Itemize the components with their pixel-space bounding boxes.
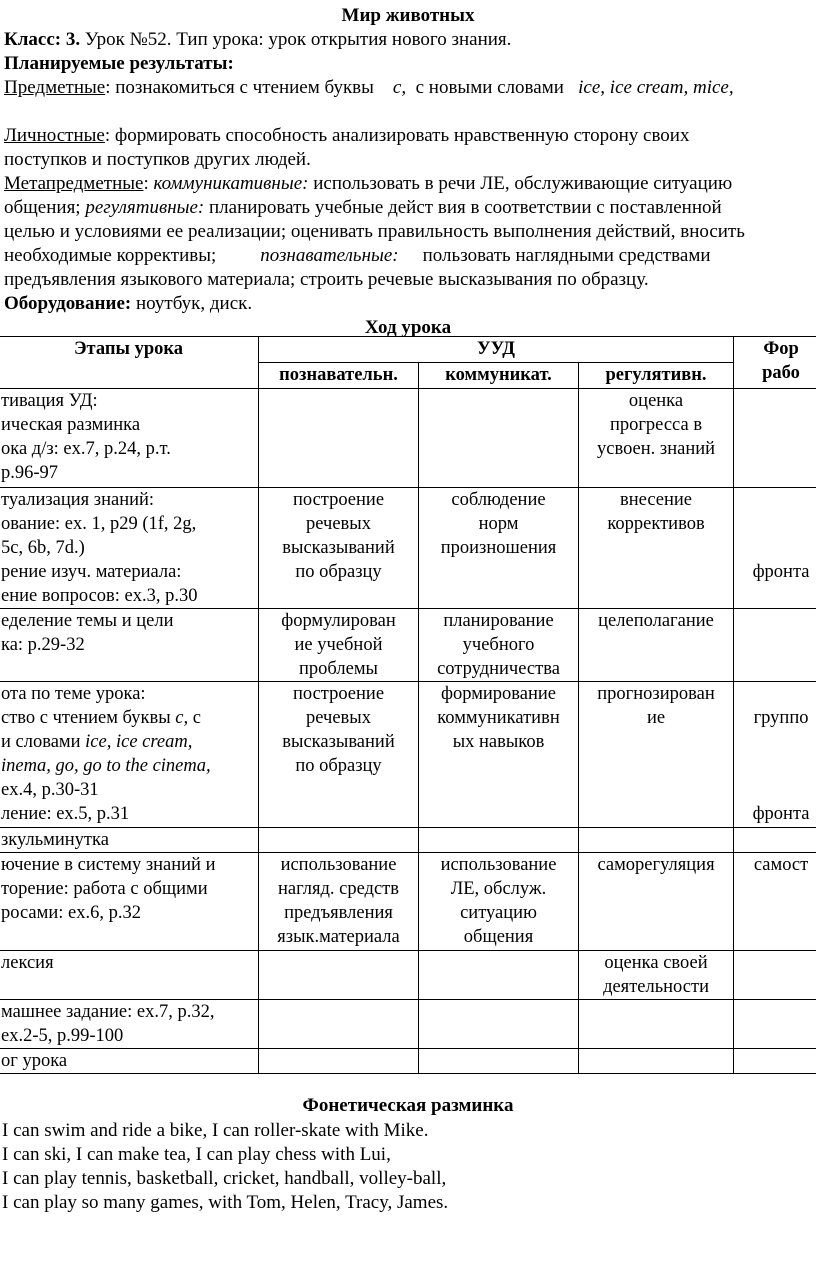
- form-cell: [734, 1049, 816, 1074]
- regulatory-cell: саморегуляция: [579, 853, 734, 951]
- cognitive-cell: построение речевых высказываний по образцу: [259, 488, 419, 609]
- regulatory-cell: [579, 828, 734, 853]
- stage-cell: тивация УД: ическая разминка ока д/з: ex.7, p.24, р.т. p.96-97: [0, 389, 259, 488]
- lesson-table: [0, 336, 816, 1074]
- planned-results-heading: Планируемые результаты:: [4, 53, 234, 74]
- regulatory-cell: внесение коррективов: [579, 488, 734, 609]
- communicative-cell: соблюдение норм произношения: [419, 488, 579, 609]
- meta-results-line2: общения; регулятивные: планировать учебные дейст вия в соответствии с поставленной: [4, 197, 722, 218]
- subject-results: Предметные: познакомиться с чтением буквы c, с новыми словами ice, ice cream, mice,: [4, 77, 734, 98]
- communicative-cell: [419, 1049, 579, 1074]
- form-cell: самост: [734, 853, 816, 951]
- stage-cell: ючение в систему знаний и торение: работа с общими росами: ex.6, p.32: [0, 853, 259, 951]
- table-row: [0, 828, 816, 853]
- header-stages: Этапы урока: [0, 337, 259, 389]
- regulatory-cell: целеполагание: [579, 609, 734, 682]
- course-title: Ход урока: [364, 317, 452, 338]
- poem-line: I can play tennis, basketball, cricket, handball, volley-ball,: [2, 1168, 447, 1189]
- form-cell: [734, 389, 816, 488]
- header-uud: УУД: [259, 337, 734, 363]
- meta-results-line5: предъявления языкового материала; строить речевые высказывания по образцу.: [4, 269, 649, 290]
- cognitive-cell: использование нагляд. средств предъявления язык.материала: [259, 853, 419, 951]
- header-regulatory: регулятивн.: [579, 363, 734, 389]
- table-row: [0, 389, 816, 488]
- stage-cell: ота по теме урока: ство с чтением буквы c, с и словами ice, ice cream, inema, go, go to the cinema, ex.4, p.30-31 ление: ex.5, p.31: [0, 682, 259, 828]
- communicative-cell: [419, 951, 579, 1000]
- regulatory-cell: [579, 1000, 734, 1049]
- table-row: [0, 1049, 816, 1074]
- communicative-cell: формирование коммуникативн ых навыков: [419, 682, 579, 828]
- cognitive-cell: [259, 389, 419, 488]
- form-cell: [734, 609, 816, 682]
- regulatory-cell: оценка прогресса в усвоен. знаний: [579, 389, 734, 488]
- stage-cell: лексия: [0, 951, 259, 1000]
- table-row: [0, 488, 816, 609]
- poem-line: I can swim and ride a bike, I can roller-skate with Mike.: [2, 1120, 429, 1141]
- table-row: [0, 853, 816, 951]
- form-cell: группо фронта: [734, 682, 816, 828]
- cognitive-cell: [259, 1049, 419, 1074]
- cognitive-cell: [259, 1000, 419, 1049]
- stage-cell: машнее задание: ex.7, p.32, ex.2-5, p.99-100: [0, 1000, 259, 1049]
- cognitive-cell: формулирован ие учебной проблемы: [259, 609, 419, 682]
- meta-results-line4: необходимые коррективы; познавательные: пользовать наглядными средствами: [4, 245, 711, 266]
- cognitive-cell: построение речевых высказываний по образцу: [259, 682, 419, 828]
- communicative-cell: [419, 1000, 579, 1049]
- regulatory-cell: оценка своей деятельности: [579, 951, 734, 1000]
- form-cell: фронта: [734, 488, 816, 609]
- stage-cell: ог урока: [0, 1049, 259, 1074]
- form-cell: [734, 1000, 816, 1049]
- poem-line: I can play so many games, with Tom, Helen, Tracy, James.: [2, 1192, 449, 1213]
- communicative-cell: [419, 389, 579, 488]
- personal-results-cont: поступков и поступков других людей.: [4, 149, 311, 170]
- table-row: [0, 951, 816, 1000]
- stage-cell: туализация знаний: ование: ex. 1, p29 (1f, 2g, 5c, 6b, 7d.) рение изуч. материала: ение вопросов: ex.3, p.30: [0, 488, 259, 609]
- meta-results: Метапредметные: коммуникативные: использовать в речи ЛЕ, обслуживающие ситуацию: [4, 173, 733, 194]
- regulatory-cell: прогнозирован ие: [579, 682, 734, 828]
- class-line: Класс: 3. Урок №52. Тип урока: урок открытия нового знания.: [4, 29, 512, 50]
- communicative-cell: планирование учебного сотрудничества: [419, 609, 579, 682]
- header-cognitive: познавательн.: [259, 363, 419, 389]
- stage-cell: еделение темы и цели ка: p.29-32: [0, 609, 259, 682]
- equipment-line: Оборудование: ноутбук, диск.: [4, 293, 253, 314]
- cognitive-cell: [259, 951, 419, 1000]
- header-communicative: коммуникат.: [419, 363, 579, 389]
- personal-results: Личностные: формировать способность анализировать нравственную сторону своих: [4, 125, 690, 146]
- meta-results-line3: целью и условиями ее реализации; оценивать правильность выполнения действий, вносить: [4, 221, 745, 242]
- form-cell: [734, 951, 816, 1000]
- regulatory-cell: [579, 1049, 734, 1074]
- poem-line: I can ski, I can make tea, I can play chess with Lui,: [2, 1144, 391, 1165]
- page-title: Мир животных: [341, 5, 475, 26]
- header-form: Фор рабо: [734, 337, 816, 389]
- cognitive-cell: [259, 828, 419, 853]
- form-cell: [734, 828, 816, 853]
- stage-cell: зкульминутка: [0, 828, 259, 853]
- communicative-cell: использование ЛЕ, обслуж. ситуацию общения: [419, 853, 579, 951]
- table-row: [0, 1000, 816, 1049]
- table-row: [0, 609, 816, 682]
- communicative-cell: [419, 828, 579, 853]
- warmup-title: Фонетическая разминка: [302, 1095, 514, 1116]
- table-row: [0, 682, 816, 828]
